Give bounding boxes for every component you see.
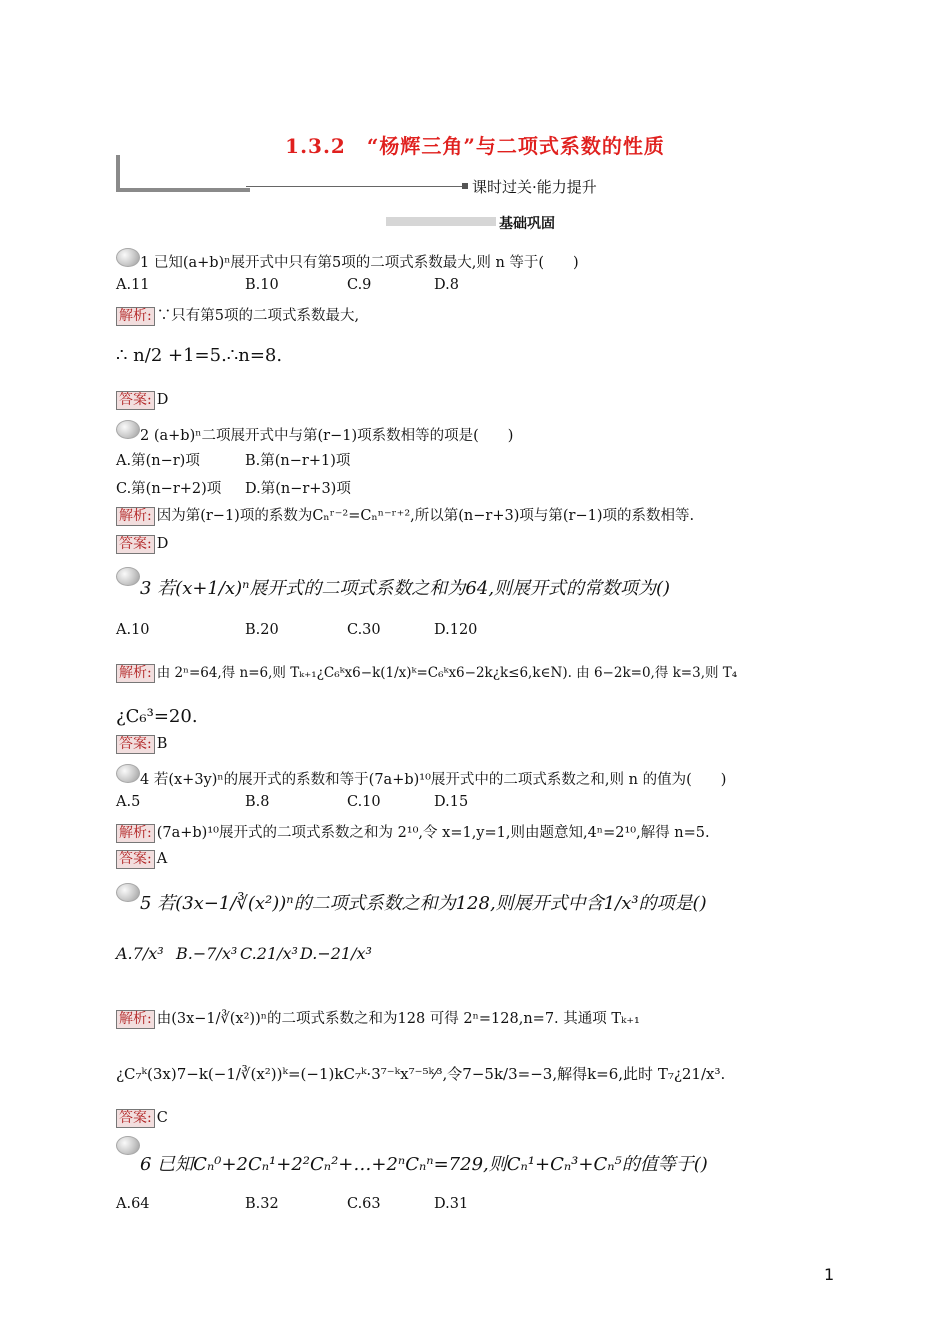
answer-value: D [156, 392, 169, 408]
answer-line [116, 735, 167, 754]
question-bullet-icon [116, 883, 140, 902]
analysis-line [116, 821, 710, 843]
header-label: 课时过关·能力提升 [472, 178, 597, 196]
question-bullet-icon [116, 420, 140, 439]
answer-line [116, 1109, 168, 1128]
option-a: A.7/x³ [116, 944, 164, 963]
question-stem: 1 已知(a+b)ⁿ展开式中只有第5项的二项式系数最大,则 n 等于( ) [140, 255, 579, 271]
question-stem: 2 (a+b)ⁿ二项展开式中与第(r−1)项系数相等的项是( ) [140, 428, 514, 444]
option-b: B.20 [245, 622, 279, 638]
option-a: A.11 [116, 277, 150, 293]
option-d: D.8 [434, 277, 459, 293]
answer-value: C [156, 1110, 168, 1126]
analysis-line [116, 504, 694, 526]
option-c: C.30 [347, 622, 381, 638]
analysis-tag: 解析: [116, 1010, 155, 1029]
option-d: D.第(n−r+3)项 [245, 481, 351, 497]
option-d: D.31 [434, 1196, 469, 1212]
option-d: D.−21/x³ [300, 944, 372, 963]
question-bullet-icon [116, 248, 140, 267]
analysis-text: (7a+b)¹⁰展开式的二项式系数之和为 2¹⁰,令 x=1,y=1,则由题意知,4ⁿ=2¹⁰,解得 n=5. [156, 825, 710, 841]
answer-tag: 答案: [116, 1109, 155, 1128]
option-c: C.21/x³ [240, 944, 298, 963]
option-c: C.第(n−r+2)项 [116, 481, 222, 497]
analysis-formula: ∴ n/2 +1=5.∴n=8. [116, 345, 283, 366]
answer-value: D [156, 536, 169, 552]
analysis-text: 由 2ⁿ=64,得 n=6,则 Tₖ₊₁¿C₆ᵏx6−k(1/x)ᵏ=C₆ᵏx6−2k¿k≤6,k∈N). 由 6−2k=0,得 k=3,则 T₄ [156, 665, 738, 681]
option-d: D.120 [434, 622, 478, 638]
header-bracket [116, 155, 250, 192]
question-bullet-icon [116, 764, 140, 783]
section-bar [386, 217, 496, 226]
analysis-tag: 解析: [116, 507, 155, 526]
analysis-text: 因为第(r−1)项的系数为Cₙʳ⁻²=Cₙⁿ⁻ʳ⁺²,所以第(n−r+3)项与第(r−1)项的系数相等. [156, 508, 695, 524]
answer-line [116, 391, 168, 410]
answer-value: A [156, 851, 168, 867]
question-stem: 5 若(3x−1/∛(x²))ⁿ的二项式系数之和为128,则展开式中含1/x³的项是() [140, 893, 707, 914]
answer-line [116, 850, 167, 869]
question-bullet-icon [116, 567, 140, 586]
page-title: 1.3.2 “杨辉三角”与二项式系数的性质 [285, 134, 665, 158]
answer-line [116, 535, 168, 554]
option-a: A.第(n−r)项 [116, 453, 200, 469]
analysis-formula: ¿C₇ᵏ(3x)7−k(−1/∛(x²))ᵏ=(−1)kC₇ᵏ·3⁷⁻ᵏx⁷⁻⁵ᵏ⁄³,令7−5k/3=−3,解得k=6,此时 T₇¿21/x³. [116, 1065, 726, 1083]
section-title: 基础巩固 [499, 216, 555, 232]
option-b: B.−7/x³ [176, 944, 238, 963]
question-stem: 3 若(x+1/x)ⁿ展开式的二项式系数之和为64,则展开式的常数项为() [140, 578, 671, 599]
question-stem: 6 已知Cₙ⁰+2Cₙ¹+2²Cₙ²+…+2ⁿCₙⁿ=729,则Cₙ¹+Cₙ³+Cₙ⁵的值等于() [140, 1154, 708, 1175]
answer-value: B [156, 736, 168, 752]
analysis-text: ∵只有第5项的二项式系数最大, [156, 308, 360, 324]
option-a: A.10 [116, 622, 150, 638]
option-c: C.9 [347, 277, 372, 293]
header-divider [246, 186, 464, 187]
answer-tag: 答案: [116, 850, 155, 869]
analysis-tag: 解析: [116, 824, 155, 843]
option-c: C.10 [347, 794, 381, 810]
option-a: A.64 [116, 1196, 150, 1212]
analysis-text: 由(3x−1/∛(x²))ⁿ的二项式系数之和为128 可得 2ⁿ=128,n=7. 其通项 Tₖ₊₁ [156, 1011, 640, 1027]
answer-tag: 答案: [116, 535, 155, 554]
analysis-formula: ¿C₆³=20. [116, 706, 198, 727]
option-b: B.第(n−r+1)项 [245, 453, 351, 469]
option-b: B.8 [245, 794, 270, 810]
option-d: D.15 [434, 794, 469, 810]
analysis-line [116, 1007, 640, 1029]
analysis-tag: 解析: [116, 307, 155, 326]
option-b: B.10 [245, 277, 279, 293]
analysis-line [116, 661, 737, 683]
option-b: B.32 [245, 1196, 279, 1212]
question-stem: 4 若(x+3y)ⁿ的展开式的系数和等于(7a+b)¹⁰展开式中的二项式系数之和,则 n 的值为( ) [140, 772, 727, 788]
question-bullet-icon [116, 1136, 140, 1155]
option-c: C.63 [347, 1196, 381, 1212]
analysis-tag: 解析: [116, 664, 155, 683]
analysis-line [116, 304, 359, 326]
header-marker [462, 183, 468, 189]
answer-tag: 答案: [116, 391, 155, 410]
answer-tag: 答案: [116, 735, 155, 754]
option-a: A.5 [116, 794, 141, 810]
page-number: 1 [824, 1265, 835, 1284]
